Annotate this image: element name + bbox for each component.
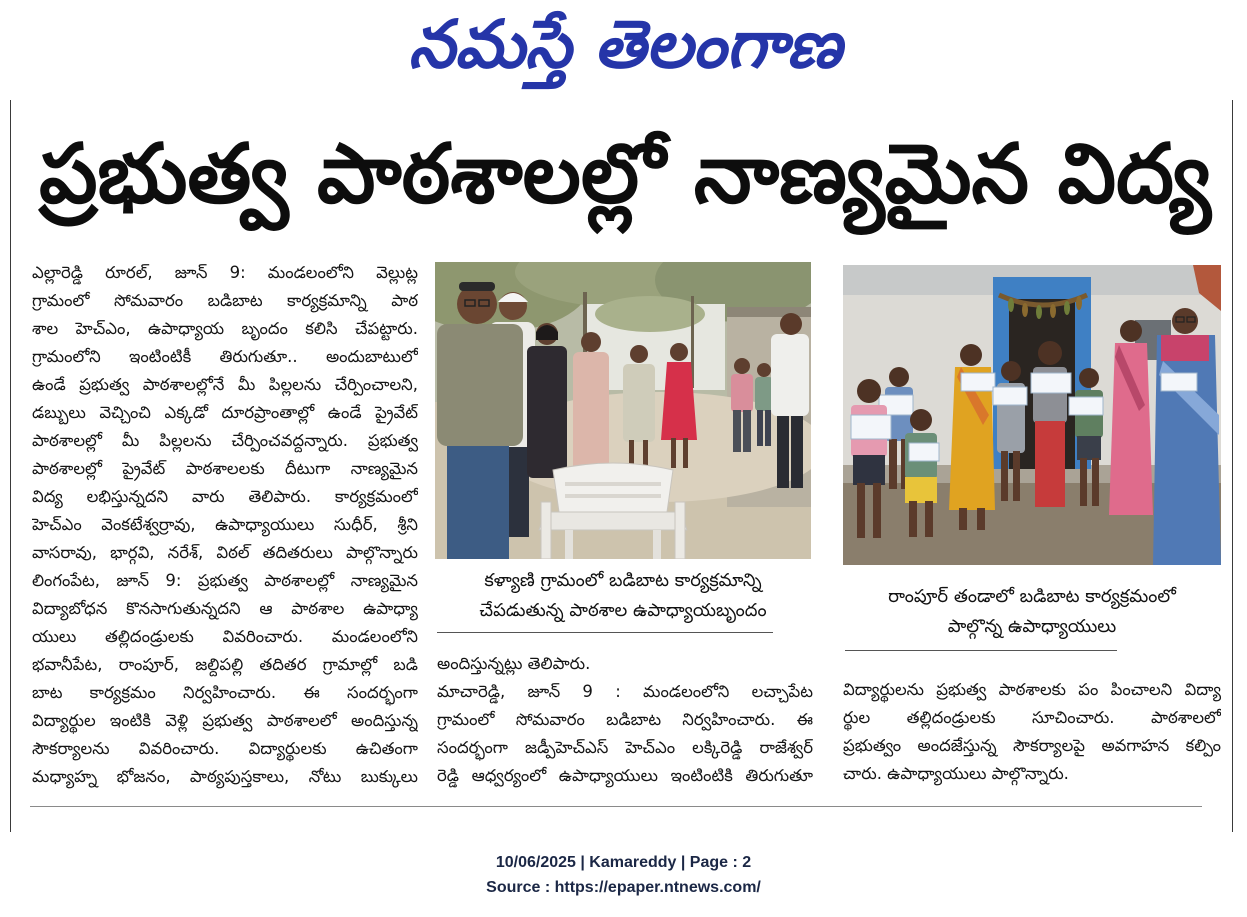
article-line: మధ్యాహ్న భోజనం, పాఠ్యపుస్తకాలు, నోటు బుక్కులు — [32, 767, 418, 786]
person-figure — [527, 323, 567, 478]
caption-divider — [437, 632, 773, 633]
held-card — [961, 373, 995, 391]
frame-border-right — [1232, 100, 1233, 832]
article-line: బాట కార్యక్రమం నిర్వహించారు. ఈ సందర్భంగా — [32, 683, 418, 702]
article-line: భవానీపేట, రాంపూర్, జల్దిపల్లి తదితర గ్రామాల్లో బడి — [32, 655, 418, 674]
article-line: గ్రామంలో సోమవారం బడిబాట కార్యక్రమాన్ని పాఠ — [32, 291, 418, 310]
frame-border-left — [10, 100, 11, 832]
held-card — [909, 443, 939, 461]
article-line: పాఠశాలల్లో ప్రైవేట్ పాఠశాలలకు దీటుగా నాణ్యమైన — [32, 459, 418, 478]
article-line: విద్యాబోధన కొనసాగుతున్నదని ఆ పాఠశాల ఉపాధ్యా — [32, 599, 418, 618]
person-figure — [949, 344, 995, 530]
article-line: డబ్బులు వెచ్చించి ఎక్కడో దూరప్రాంతాల్లో ఉండే ప్రైవేట్ — [32, 403, 418, 422]
article-line: సౌకర్యాలను వివరించారు. విద్యార్థులకు ఉచితంగా — [32, 739, 418, 758]
article-line: ఉండే ప్రభుత్వ పాఠశాలల్లోనే మీ పిల్లలను చేర్పించాలని, — [32, 375, 418, 394]
article-column-right — [843, 676, 1221, 788]
held-card — [993, 387, 1027, 405]
photo-teachers-group — [435, 262, 811, 559]
person-figure — [1109, 320, 1153, 515]
article-line: విద్యార్థులను ప్రభుత్వ పాఠశాలకు పం పించాలని విద్యా — [843, 680, 1221, 699]
article-line: విద్య లభిస్తున్నదని వారు తెలిపారు. కార్యక్రమంలో — [32, 487, 418, 506]
held-card — [1031, 373, 1071, 393]
person-figure — [1153, 308, 1221, 565]
article-headline: ప్రభుత్వ పాఠశాలల్లో నాణ్యమైన విద్య — [39, 127, 1211, 222]
article-line: శాల హెచ్ఎం, ఉపాధ్యాయ బృందం కలిసి చేపట్టారు. — [32, 319, 418, 338]
bottom-rule — [30, 806, 1202, 807]
article-line: గ్రామంలోని ఇంటింటికీ తిరుగుతూ.. అందుబాటులో — [32, 347, 418, 366]
article-line: ఎల్లారెడ్డి రూరల్, జూన్ 9: మండలంలోని వెల్లుట్ల — [32, 263, 418, 282]
article-line: గ్రామంలో సోమవారం బడిబాట నిర్వహించారు. ఈ — [437, 710, 813, 729]
article-line: మాచారెడ్డి, జూన్ 9 : మండలంలోని లచ్చాపేట — [437, 682, 813, 701]
article-line: వాసరావు, భార్గవి, నరేశ్, విఠల్ తదితరులు పాల్గొన్నారు — [32, 543, 418, 562]
page-footer — [380, 850, 867, 900]
photo-students-with-teachers — [843, 265, 1221, 565]
article-line: విద్యార్థుల ఇంటికి వెళ్లి ప్రభుత్వ పాఠశాలలో అందిస్తున్న — [32, 711, 418, 730]
article-line: యులు తల్లిదండ్రులకు వివరించారు. మండలంలోని — [32, 627, 418, 646]
article-line: అందిస్తున్నట్లు తెలిపారు. — [437, 654, 591, 673]
held-card — [1161, 373, 1197, 391]
article-line: ప్రభుత్వం అందజేస్తున్న సౌకర్యాలపై అవగాహన కల్పిం — [843, 736, 1221, 755]
masthead-logo: నమస్తే తెలంగాణ — [408, 6, 842, 83]
article-line: హెచ్ఎం వెంకటేశ్వర్రావు, ఉపాధ్యాయులు సుధీర్, శ్రీని — [32, 515, 418, 534]
article-line: ర్థుల తల్లిదండ్రులకు సూచించారు. పాఠశాలలో — [843, 708, 1221, 727]
photo-caption-line: రాంపూర్ తండాలో బడిబాట కార్యక్రమంలో — [888, 586, 1176, 607]
article-line: పాఠశాలల్లో మీ పిల్లలను చేర్పించవద్దన్నారు. ప్రభుత్వ — [32, 431, 418, 450]
held-card — [851, 415, 891, 439]
photo-caption — [845, 582, 1219, 642]
footer-date-edition: 10/06/2025 | Kamareddy | Page : 2 — [495, 854, 752, 871]
article-line: రెడ్డి ఆధ్వర్యంలో ఉపాధ్యాయులు ఇంటింటికి తిరుగుతూ — [437, 766, 813, 785]
article-line: చారు. ఉపాధ్యాయులు పాల్గొన్నారు. — [843, 764, 1069, 783]
photo-caption-line: చేపడుతున్న పాఠశాల ఉపాధ్యాయబృందం — [479, 600, 767, 621]
article-line: సందర్భంగా జడ్పీహెచ్ఎస్ హెచ్ఎం లక్కిరెడ్డి రాజేశ్వర్ — [437, 738, 813, 757]
footer-source: Source : https://epaper.ntnews.com/ — [486, 879, 761, 896]
article-column-middle — [437, 650, 813, 790]
article-line: లింగంపేట, జూన్ 9: ప్రభుత్వ పాఠశాలల్లో నాణ్యమైన — [32, 571, 418, 590]
photo-caption — [437, 566, 809, 626]
article-column-left — [32, 259, 418, 791]
caption-divider — [845, 650, 1117, 651]
photo-caption-line: కళ్యాణి గ్రామంలో బడిబాట కార్యక్రమాన్ని — [484, 570, 762, 591]
held-card — [1069, 397, 1103, 415]
photo-caption-line: పాల్గొన్న ఉపాధ్యాయులు — [947, 616, 1117, 637]
